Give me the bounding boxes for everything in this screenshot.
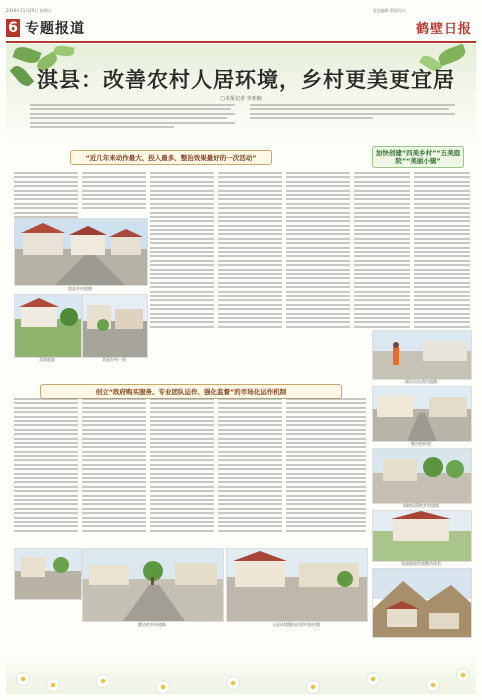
lead-paragraph-right <box>250 104 455 134</box>
photo-courtyard-clean <box>372 510 472 562</box>
photo-village-street <box>372 386 472 442</box>
photo-courtyard <box>14 294 82 358</box>
article-column-3 <box>150 172 214 332</box>
section-header <box>6 17 85 39</box>
caption-6: 保洁员在清扫道路 <box>405 379 437 384</box>
caption-9: 美丽庭院环境整洁优美 <box>401 561 441 566</box>
photo-clean-road <box>82 548 224 622</box>
date-line: 2019年11月29日 星期五 <box>6 8 52 13</box>
caption-5: 人居环境整治后的村容村貌 <box>272 622 320 627</box>
photo-village-corner <box>82 294 148 358</box>
article-column-5 <box>286 172 350 332</box>
photo-cleaner <box>372 330 472 380</box>
lead-paragraph-left <box>30 104 235 134</box>
header-divider <box>6 41 476 43</box>
photo-mountain-village <box>372 568 472 638</box>
article-column-2 <box>82 172 146 212</box>
caption-1: 淇县乡村道路 <box>68 286 92 291</box>
caption-2: 美丽庭院 <box>39 357 55 362</box>
photo-village-entrance <box>14 548 82 600</box>
page-number: 6 <box>6 19 20 37</box>
editor-line: 责任编辑 版面设计 <box>372 8 406 13</box>
article-column-10 <box>150 398 214 538</box>
photo-renovated-village <box>226 548 368 622</box>
photo-village-road <box>14 218 148 286</box>
subhead-3: 创立“政府购买服务、专业团队运作、强化监督”的市场化运作机制 <box>40 384 342 399</box>
caption-3: 美丽乡村一角 <box>102 357 126 362</box>
section-title: 专题报道 <box>25 21 85 37</box>
article-column-11 <box>218 398 282 538</box>
article-column-7 <box>414 172 470 332</box>
photo-tree-road <box>372 448 472 504</box>
subhead-1: “近几年来动作最大、投入最多、整治效果最好的一次活动” <box>70 150 272 165</box>
main-headline: 淇县：改善农村人居环境，乡村更美更宜居 <box>37 68 455 92</box>
caption-7: 整洁的街道 <box>411 441 431 446</box>
article-column-8 <box>14 398 78 538</box>
article-column-9 <box>82 398 146 538</box>
footer-decoration <box>6 654 476 694</box>
caption-8: 绿树成荫的乡村道路 <box>403 503 439 508</box>
article-column-12 <box>286 398 366 538</box>
article-column-6 <box>354 172 410 332</box>
top-info-bar <box>6 8 476 14</box>
article-column-4 <box>218 172 282 332</box>
newspaper-logo: 鹤壁日报 <box>415 22 472 37</box>
subhead-2: 加快创建“四美乡村”“五美庭院”“美丽小镇” <box>372 146 464 168</box>
byline: □本报记者 李亚楠 <box>220 96 262 102</box>
caption-4: 整洁的乡村道路 <box>138 622 166 627</box>
